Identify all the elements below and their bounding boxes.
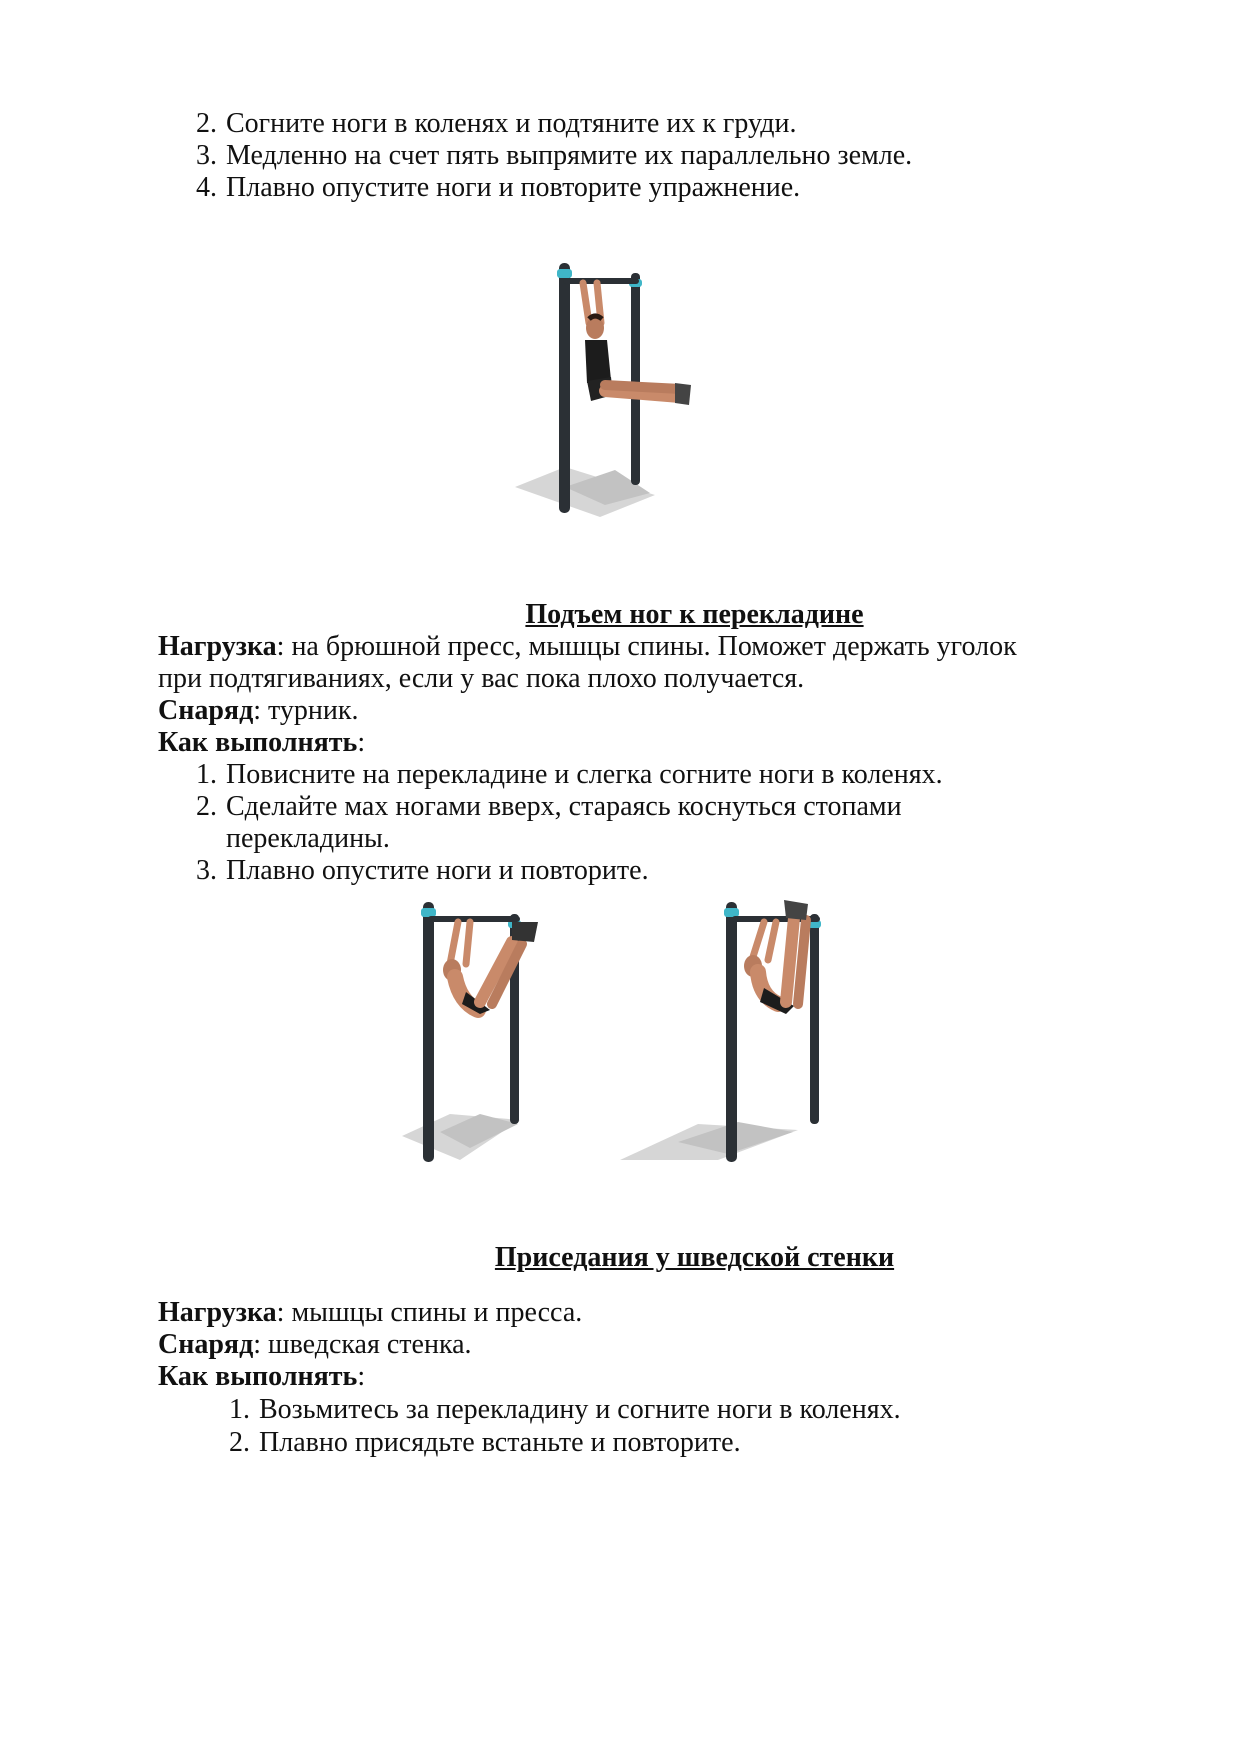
hanging-leg-raise-illustration bbox=[505, 255, 705, 520]
how-to-line bbox=[158, 1359, 365, 1395]
step-text: Плавно опустите ноги и повторите. bbox=[226, 855, 649, 886]
step-number: 2. bbox=[196, 791, 217, 822]
equipment-line bbox=[158, 1327, 472, 1363]
load-text-continued: при подтягиваниях, если у вас пока плохо получается. bbox=[158, 663, 805, 694]
step-number: 4. bbox=[196, 172, 217, 203]
equipment-text: : турник. bbox=[253, 695, 359, 726]
step-number: 3. bbox=[196, 140, 217, 171]
load-line-continued bbox=[158, 661, 804, 697]
section-title bbox=[0, 597, 1241, 633]
how-to-label: Как выполнять bbox=[158, 727, 358, 758]
load-line bbox=[158, 629, 1017, 665]
load-label: Нагрузка bbox=[158, 631, 277, 662]
equipment-label: Снаряд bbox=[158, 1329, 254, 1360]
step-number: 3. bbox=[196, 855, 217, 886]
step-number: 2. bbox=[196, 108, 217, 139]
step-text: Сделайте мах ногами вверх, стараясь коснуться стопами bbox=[226, 791, 902, 822]
step-text: Медленно на счет пять выпрямите их параллельно земле. bbox=[226, 140, 913, 171]
section-title-text: Приседания у шведской стенки bbox=[494, 1242, 895, 1273]
load-label: Нагрузка bbox=[158, 1297, 277, 1328]
step-text: перекладины. bbox=[226, 823, 390, 854]
step-number: 1. bbox=[196, 759, 217, 790]
step-text: Повисните на перекладине и слегка согните ноги в коленях. bbox=[226, 759, 943, 790]
step-number: 1. bbox=[229, 1394, 250, 1425]
equipment-label: Снаряд bbox=[158, 695, 254, 726]
step-number: 2. bbox=[229, 1427, 250, 1458]
step-text: Плавно присядьте встаньте и повторите. bbox=[259, 1427, 741, 1458]
step-text: Возьмитесь за перекладину и согните ноги в коленях. bbox=[259, 1394, 901, 1425]
step-text: Согните ноги в коленях и подтяните их к груди. bbox=[226, 108, 797, 139]
equipment-text: : шведская стенка. bbox=[253, 1329, 472, 1360]
load-text: : на брюшной пресс, мышцы спины. Поможет держать уголок bbox=[276, 631, 1017, 662]
how-to-colon: : bbox=[357, 727, 366, 758]
section-title-text: Подъем ног к перекладине bbox=[525, 599, 864, 630]
step-text: Плавно опустите ноги и повторите упражнение. bbox=[226, 172, 801, 203]
equipment-line bbox=[158, 693, 358, 729]
section-title bbox=[0, 1240, 1241, 1276]
toes-to-bar-illustration-b bbox=[618, 892, 828, 1167]
load-line bbox=[158, 1295, 582, 1331]
how-to-label: Как выполнять bbox=[158, 1361, 358, 1392]
toes-to-bar-illustration-a bbox=[400, 892, 550, 1167]
how-to-colon: : bbox=[357, 1361, 366, 1392]
load-text: : мышцы спины и пресса. bbox=[276, 1297, 583, 1328]
how-to-line bbox=[158, 725, 365, 761]
